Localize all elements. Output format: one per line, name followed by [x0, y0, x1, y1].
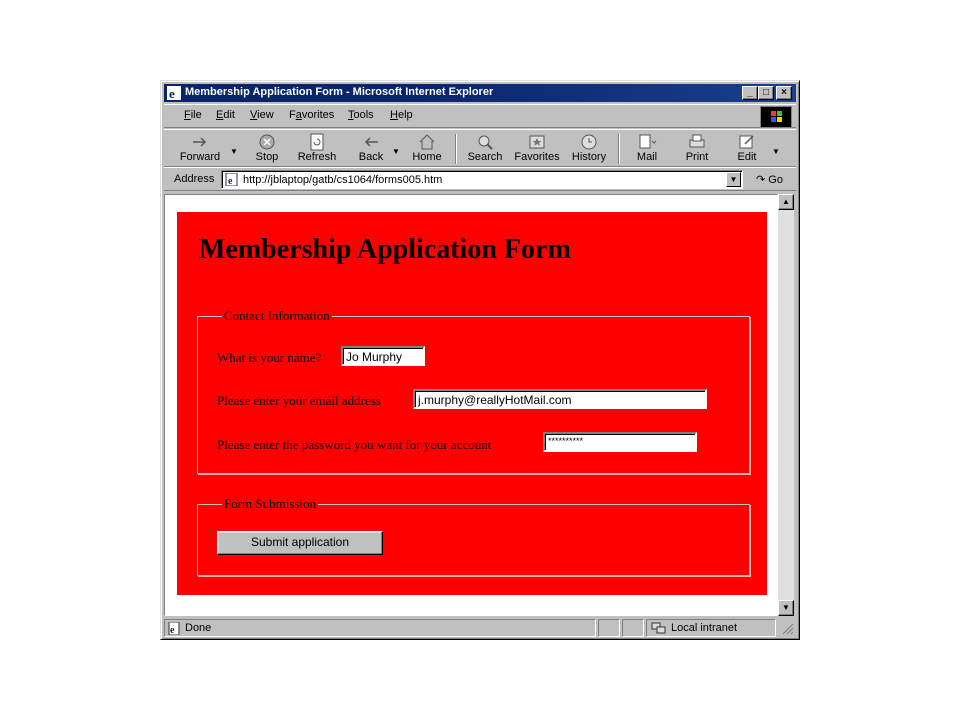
browser-window [160, 80, 800, 640]
page-viewport [164, 194, 778, 616]
status-bar [164, 619, 796, 637]
svg-text:e: e [169, 86, 175, 100]
history-icon [579, 133, 599, 151]
page-body [177, 212, 767, 595]
toolbar [164, 129, 796, 167]
print-button[interactable]: Print [670, 133, 724, 165]
status-main-panel [164, 619, 596, 637]
menu-file[interactable]: File [184, 109, 202, 121]
windows-logo-icon [760, 106, 792, 128]
go-arrow-icon: ↷ [756, 174, 766, 186]
status-panel [598, 619, 620, 637]
submit-application-button[interactable]: Submit application [217, 531, 383, 555]
forward-button[interactable]: Forward [170, 133, 230, 165]
zone-panel [646, 619, 776, 637]
search-icon [475, 133, 495, 151]
edit-button[interactable]: Edit [720, 133, 774, 165]
forward-dropdown-icon[interactable]: ▼ [230, 147, 238, 156]
email-input[interactable]: j.murphy@reallyHotMail.com [413, 389, 707, 409]
home-icon [417, 133, 437, 151]
name-label: What is your name? [217, 350, 322, 365]
back-button[interactable]: Back [344, 133, 398, 165]
refresh-button[interactable]: Refresh [287, 133, 347, 165]
edit-icon [737, 133, 757, 151]
scroll-up-button[interactable] [778, 194, 794, 210]
minimize-icon: _ [747, 87, 753, 98]
stop-button[interactable]: Stop [240, 133, 294, 165]
favorites-button[interactable]: Favorites [508, 133, 566, 165]
forward-arrow-icon [190, 133, 210, 151]
maximize-button[interactable] [758, 86, 774, 100]
submission-legend: Form Submission [224, 496, 317, 511]
menu-edit[interactable]: Edit [216, 109, 235, 121]
stop-icon [257, 133, 277, 151]
print-icon [687, 133, 707, 151]
refresh-icon [307, 133, 327, 151]
status-panel [622, 619, 644, 637]
page-icon [225, 173, 239, 186]
close-button[interactable] [776, 86, 792, 100]
page-done-icon [168, 622, 181, 635]
password-input[interactable]: ********** [543, 432, 697, 452]
scroll-down-button[interactable] [778, 600, 794, 616]
vertical-scrollbar[interactable] [778, 194, 794, 616]
back-dropdown-icon[interactable]: ▼ [392, 147, 400, 156]
title-bar [164, 84, 796, 102]
password-label: Please enter the password you want for your account [217, 437, 492, 452]
page-heading: Membership Application Form [199, 234, 571, 265]
address-label: Address [174, 173, 215, 185]
address-input[interactable] [221, 170, 743, 189]
search-button[interactable]: Search [458, 133, 512, 165]
go-button[interactable]: ↷ Go [756, 174, 783, 186]
maximize-icon: □ [762, 87, 770, 98]
close-icon: × [781, 87, 787, 98]
edit-dropdown-icon[interactable]: ▼ [772, 147, 780, 156]
zone-text: Local intranet [671, 622, 738, 634]
toolbar-separator [455, 134, 457, 164]
favorites-icon [527, 133, 547, 151]
scroll-up-icon: ▲ [782, 197, 790, 206]
mail-icon [637, 133, 657, 151]
menu-bar [164, 104, 796, 128]
mail-button[interactable]: Mail [620, 133, 674, 165]
home-button[interactable]: Home [400, 133, 454, 165]
minimize-button[interactable] [742, 86, 758, 100]
scroll-down-icon: ▼ [782, 603, 790, 612]
window-title: Membership Application Form - Microsoft Internet Explorer [185, 86, 494, 98]
menu-help[interactable]: Help [390, 109, 413, 121]
address-dropdown-icon[interactable]: ▼ [726, 172, 741, 187]
svg-text:e: e [170, 625, 175, 635]
address-bar [164, 167, 796, 191]
menu-view[interactable]: View [250, 109, 274, 121]
status-text: Done [185, 622, 212, 634]
menu-tools[interactable]: Tools [348, 109, 374, 121]
address-url: http://jblaptop/gatb/cs1064/forms005.htm [243, 174, 443, 186]
history-button[interactable]: History [562, 133, 616, 165]
email-label: Please enter your email address [217, 393, 381, 408]
menu-favorites[interactable]: Favorites [289, 109, 335, 121]
local-intranet-icon [651, 622, 667, 635]
name-input[interactable]: Jo Murphy [341, 346, 425, 366]
resize-grip-icon[interactable] [782, 623, 794, 635]
ie-logo-icon [167, 86, 181, 100]
contact-legend: Contact Information [224, 308, 330, 323]
svg-text:e: e [228, 176, 233, 186]
back-arrow-icon [361, 133, 381, 151]
